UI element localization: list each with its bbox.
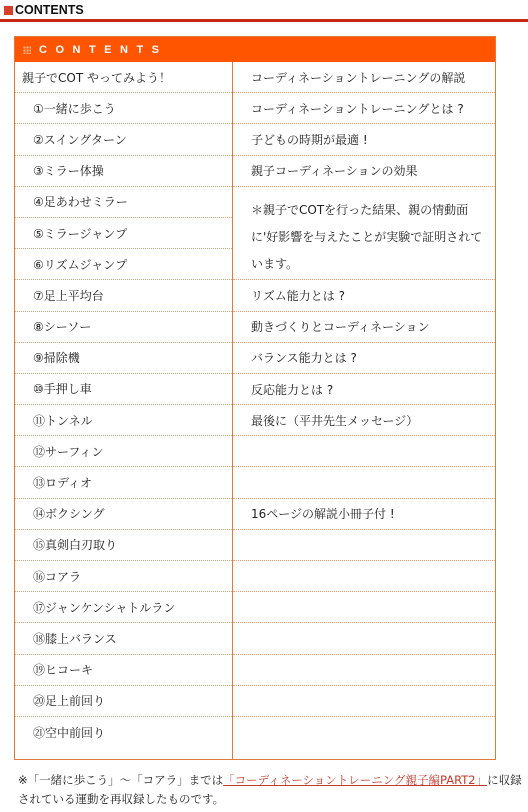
list-item (233, 561, 495, 592)
list-item: ⑭ボクシング (15, 499, 232, 530)
list-item: 動きづくりとコーディネーション (233, 312, 495, 343)
list-item (233, 467, 495, 498)
list-item: 親子コーディネーションの効果 (233, 156, 495, 187)
list-item: リズム能力とは ? (233, 280, 495, 311)
list-item (233, 623, 495, 654)
list-item: ⑩手押し車 (15, 374, 232, 405)
footnote-suffix: に収録されている運動を再収録したものです。 (18, 773, 522, 806)
list-item: ⑯コアラ (15, 561, 232, 592)
list-item: 最後に（平井先生メッセージ） (233, 405, 495, 436)
page-heading (0, 0, 528, 22)
list-item: 反応能力とは ? (233, 374, 495, 405)
list-item: ④足あわせミラー (15, 187, 232, 218)
note-item: ＊親子でCOTを行った結果、親の情動面に'好影響を与えたことが実験で証明されています。 (233, 187, 495, 281)
list-item: コーディネーショントレーニングの解説 (233, 62, 495, 93)
list-item: ⑰ジャンケンシャトルラン (15, 592, 232, 623)
list-item (233, 686, 495, 717)
banner-title: CONTENTS (39, 43, 168, 56)
list-item (233, 530, 495, 561)
list-item: ⑫サーフィン (15, 436, 232, 467)
dotted-square-icon (23, 46, 31, 54)
explanation-list (233, 62, 495, 760)
footnote-prefix: ※「一緒に歩こう」～「コアラ」までは (18, 773, 224, 787)
list-item: ⑤ミラージャンプ (15, 218, 232, 249)
heading-marker-icon (4, 6, 13, 15)
list-item: ⑳足上前回り (15, 686, 232, 717)
list-item: ⑧シーソー (15, 312, 232, 343)
list-item (233, 717, 495, 748)
list-item: ⑥リズムジャンプ (15, 249, 232, 280)
list-item: ⑪トンネル (15, 405, 232, 436)
list-item (233, 592, 495, 623)
exercise-list (15, 62, 233, 760)
list-item (233, 436, 495, 467)
series-link[interactable]: 「コーディネーショントレーニング親子編PART2」 (223, 773, 488, 787)
list-item: ①一緒に歩こう (15, 93, 232, 124)
page-title: CONTENTS (15, 2, 84, 17)
list-item: ②スイングターン (15, 124, 232, 155)
footnote (18, 771, 523, 809)
list-item: ⑨掃除機 (15, 343, 232, 374)
list-item: ⑦足上平均台 (15, 280, 232, 311)
list-item: ⑬ロディオ (15, 467, 232, 498)
list-item: バランス能力とは ? (233, 343, 495, 374)
list-item: ③ミラー体操 (15, 156, 232, 187)
contents-banner (15, 37, 495, 62)
list-item: ㉑空中前回り (33, 726, 106, 741)
list-item: ⑱膝上バランス (15, 623, 232, 654)
list-item: ⑮真剣白刃取り (15, 530, 232, 561)
contents-table (14, 36, 496, 760)
list-item: ⑲ヒコーキ (15, 655, 232, 686)
list-item: 親子でCOT やってみよう！ (15, 62, 232, 93)
list-item (233, 655, 495, 686)
list-item: 子どもの時期が最適 ! (233, 124, 495, 155)
list-item: 16ページの解説小冊子付 ! (233, 499, 495, 530)
list-item: コーディネーショントレーニングとは ? (233, 93, 495, 124)
